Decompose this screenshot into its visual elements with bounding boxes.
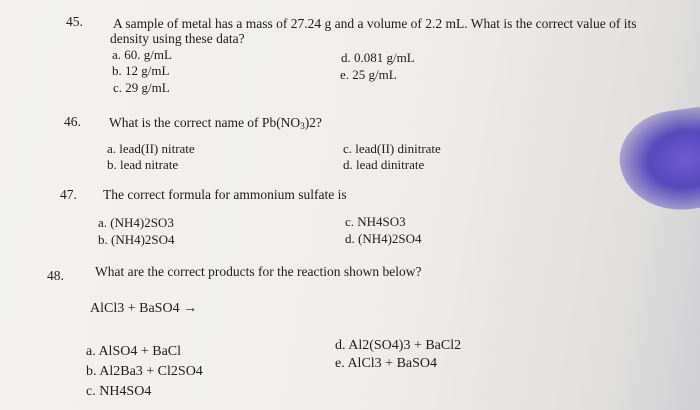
q47-option-c: c. NH4SO3 [345, 214, 406, 229]
q48-option-a: a. AlSO4 + BaCl [86, 344, 182, 359]
q47-option-a: a. (NH4)2SO3 [98, 215, 174, 230]
q45-stem-line2: density using these data? [110, 31, 245, 46]
q46-option-d: d. lead dinitrate [343, 157, 425, 172]
q46-number: 46. [64, 114, 81, 129]
q47-number: 47. [60, 187, 77, 202]
purple-blur [614, 102, 700, 218]
q47-option-b: b. (NH4)2SO4 [98, 232, 175, 247]
q45-number: 45. [66, 14, 83, 29]
q48-reaction: AlCl3 + BaSO4 → [90, 301, 198, 316]
q46-stem: What is the correct name of $Pb(NO_3)2$? [109, 115, 322, 131]
q48-option-c: c. NH4SO4 [86, 384, 152, 399]
q48-option-e: e. AlCl3 + BaSO4 [335, 356, 438, 371]
q48-option-d: d. Al2(SO4)3 + BaCl2 [335, 338, 462, 353]
q46-option-a: a. lead(II) nitrate [107, 141, 195, 156]
q46-option-c: c. lead(II) dinitrate [343, 141, 441, 156]
q45-option-c: c. 29 g/mL [113, 80, 170, 95]
q45-stem-line1: A sample of metal has a mass of 27.24 g and a volume of 2.2 mL. What is the correct value of its [113, 16, 637, 31]
q48-stem: What are the correct products for the reaction shown below? [95, 264, 422, 279]
q45-option-d: d. 0.081 g/mL [341, 50, 415, 65]
q45-option-b: b. 12 g/mL [112, 63, 170, 78]
q47-option-d: d. (NH4)2SO4 [345, 231, 422, 246]
q46-option-b: b. lead nitrate [107, 157, 179, 172]
q48-number: 48. [47, 268, 64, 283]
q45-option-a: a. 60. g/mL [112, 47, 172, 62]
q48-option-b: b. Al2Ba3 + Cl2SO4 [86, 364, 203, 379]
q45-option-e: e. 25 g/mL [340, 67, 397, 82]
q47-stem: The correct formula for ammonium sulfate is [103, 187, 347, 202]
